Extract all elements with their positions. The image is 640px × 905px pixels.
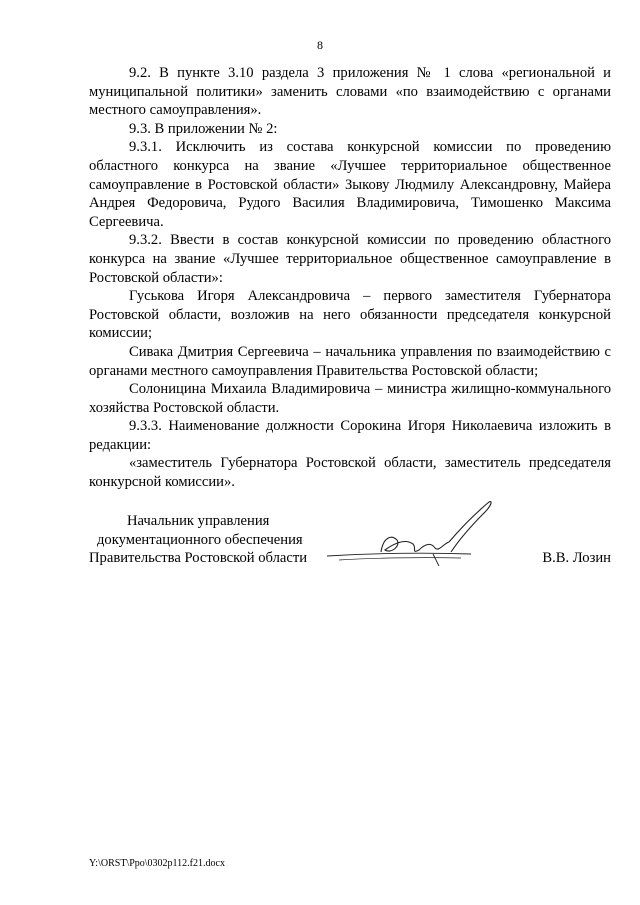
- paragraph-9-3-1: 9.3.1. Исключить из состава конкурсной комиссии по проведению областного конкурса на звание «Лучшее территориальное общественное самоуправление в Ростовской области» Зыкову Людмилу Александровну, Майера Андрея Федоровича, Рудого Василия Владимировича, Тимошенко Максима Сергеевича.: [89, 139, 611, 230]
- document-body: [89, 64, 611, 492]
- signatory-title: [89, 512, 329, 568]
- signatory-title-line1: Начальник управления: [127, 513, 270, 529]
- paragraph-9-3-2: 9.3.2. Ввести в состав конкурсной комиссии по проведению областного конкурса на звание «Лучшее территориальное общественное самоуправление в Ростовской области»:: [89, 232, 611, 286]
- page-number: 8: [317, 38, 323, 52]
- paragraph-9-2: 9.2. В пункте 3.10 раздела 3 приложения № 1 слова «региональной и муниципальной политики» заменить словами «по взаимодействию с органами местного самоуправления».: [89, 65, 611, 119]
- paragraph-member-sivak: Сивака Дмитрия Сергеевича – начальника управления по взаимодействию с органами местного самоуправления Правительства Ростовской области;: [89, 343, 611, 379]
- paragraph-new-title: «заместитель Губернатора Ростовской области, заместитель председателя конкурсной комиссии».: [89, 455, 611, 491]
- file-path: Y:\ORST\Ppo\0302p112.f21.docx: [89, 858, 225, 869]
- signatory-title-line2: документационного обеспечения: [97, 531, 303, 548]
- paragraph-member-guskov: Гуськова Игоря Александровича – первого заместителя Губернатора Ростовской области, возложив на него обязанности председателя конкурсной комиссии;: [89, 288, 611, 342]
- signatory-name: В.В. Лозин: [542, 550, 611, 566]
- handwritten-signature-icon: [321, 494, 501, 572]
- signature-block: [89, 512, 611, 582]
- signatory-title-line3: Правительства Ростовской области: [89, 550, 308, 567]
- paragraph-9-3: 9.3. В приложении № 2:: [129, 120, 278, 137]
- paragraph-member-solonitsin: Солоницина Михаила Владимировича – министра жилищно-коммунального хозяйства Ростовской области.: [89, 381, 611, 416]
- paragraph-9-3-3: 9.3.3. Наименование должности Сорокина Игоря Николаевича изложить в редакции:: [89, 418, 611, 453]
